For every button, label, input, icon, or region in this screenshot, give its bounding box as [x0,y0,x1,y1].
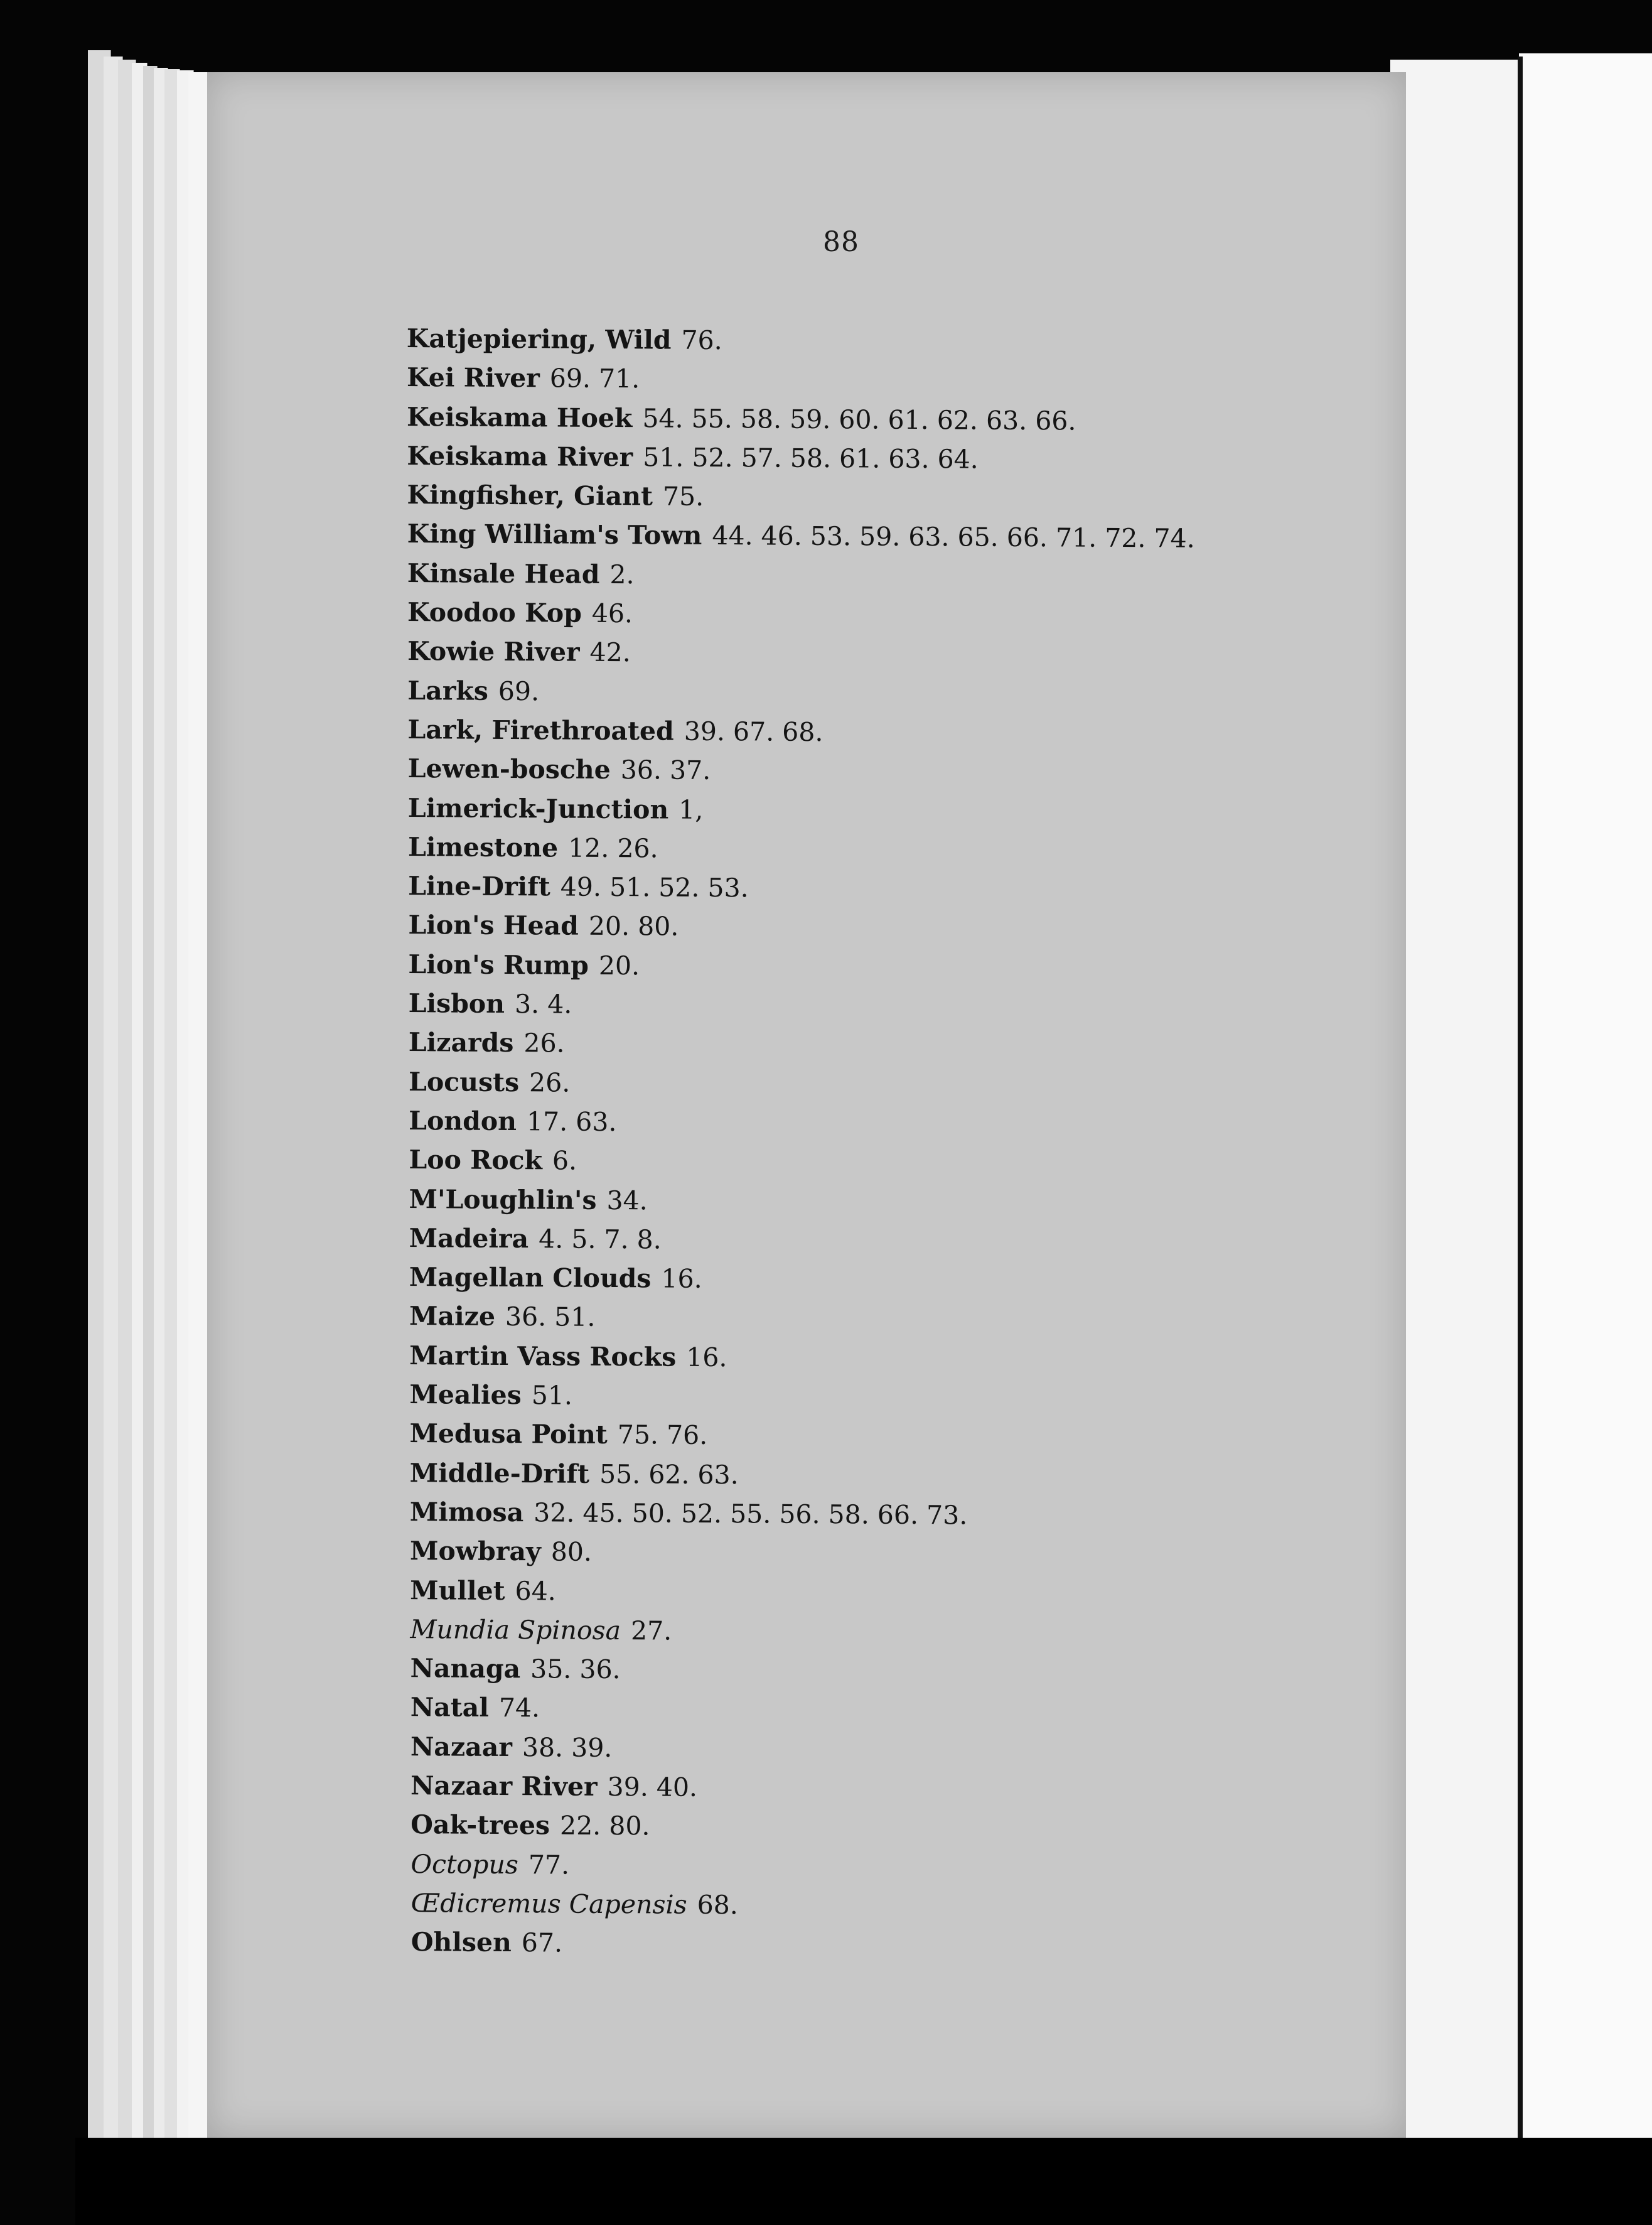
index-entry [397,1845,1339,1889]
index-page-refs: 20. [598,950,640,981]
index-page-refs: 69. [498,676,540,706]
index-term: Mundia Spinosa [410,1614,621,1646]
index-page-refs: 51. [531,1380,573,1411]
index-entry [405,593,1346,637]
index-page-refs: 1, [678,794,704,825]
index-term: Lion's Head [408,910,579,942]
index-term: King William's Town [407,519,702,551]
index-term: Octopus [410,1848,519,1880]
index-page-refs: 17. 63. [526,1106,617,1138]
index-entry [401,1219,1343,1263]
index-entry [404,789,1345,833]
index-page-refs: 22. 80. [559,1810,650,1841]
index-entry [400,1258,1342,1302]
index-page-refs: 20. 80. [588,911,679,942]
index-entry [405,632,1346,676]
index-entry [405,475,1347,520]
index-term: Limerick-Junction [407,792,669,825]
index-page-refs: 36. 51. [505,1301,596,1333]
index-term: Natal [410,1692,490,1723]
index-term: Kei River [406,362,540,394]
index-page-refs: 74. [498,1693,540,1723]
index-entry [398,1727,1339,1772]
index-term: Œdicremus Capensis [410,1887,687,1920]
page-number: 88 [823,226,859,258]
index-term: Nazaar [410,1731,513,1762]
index-page-refs: 3. 4. [514,989,572,1020]
index-page-refs: 76. [681,325,722,356]
index-page-refs: 42. [589,637,631,668]
index-term: Limestone [407,831,559,863]
index-term: Keiskama Hoek [406,401,633,433]
index-term: Mullet [410,1575,505,1606]
index-term: Nanaga [410,1653,521,1684]
index-entry [405,554,1346,598]
index-page-refs: 69. 71. [549,363,640,394]
index-page-refs: 64. [515,1575,556,1606]
index-entry [397,1805,1339,1850]
index-entry [399,1492,1341,1537]
index-term: Middle-Drift [409,1457,590,1489]
index-term: Lizards [408,1027,514,1059]
index-entry [398,1688,1339,1732]
index-term: Kowie River [407,636,580,668]
book-gutter [1518,57,1523,2153]
index-page-refs: 4. 5. 7. 8. [539,1224,662,1255]
index-term: Lion's Rump [408,949,589,981]
index-term: Line-Drift [408,871,550,902]
index-list [397,319,1348,1968]
index-entry [400,1453,1341,1498]
index-entry [400,1414,1341,1458]
index-page-refs: 26. [523,1028,565,1059]
index-page-refs: 27. [630,1615,672,1646]
index-entry [401,1180,1343,1224]
index-entry [404,827,1345,872]
index-page-refs: 16. [661,1263,702,1295]
scan-border [75,2138,1652,2225]
index-entry [404,710,1346,755]
index-page-refs: 32. 45. 50. 52. 55. 56. 58. 66. 73. [534,1497,968,1531]
index-page-refs: 51. 52. 57. 58. 61. 63. 64. [643,442,979,475]
index-term: Mealies [409,1379,522,1411]
index-entry [400,1375,1341,1420]
index-entry [397,1922,1338,1967]
index-term: Magellan Clouds [409,1262,652,1294]
index-term: Lewen-bosche [407,753,611,785]
index-page-refs: 6. [552,1145,577,1176]
index-term: Nazaar River [410,1770,598,1802]
index-page-refs: 39. 67. 68. [684,716,823,748]
index-entry [402,984,1344,1028]
index-entry [400,1296,1342,1341]
index-entry [399,1649,1340,1693]
index-page-refs: 67. [521,1927,563,1958]
index-term: Keiskama River [407,440,633,473]
index-term: London [409,1105,517,1137]
index-page-refs: 26. [528,1067,571,1098]
index-entry [407,319,1348,364]
index-term: Loo Rock [409,1145,543,1176]
index-term: Ohlsen [410,1927,512,1958]
index-entry [400,1336,1342,1381]
index-page-refs: 44. 46. 53. 59. 63. 65. 66. 71. 72. 74. [712,520,1195,554]
index-entry [405,436,1347,481]
index-term: Madeira [409,1222,529,1254]
index-term: Locusts [408,1066,520,1097]
index-page-refs: 46. [591,598,633,629]
index-page-refs: 39. 40. [607,1771,698,1802]
index-entry [405,514,1347,559]
index-entry [406,397,1348,442]
index-page-refs: 54. 55. 58. 59. 60. 61. 62. 63. 66. [642,402,1076,436]
index-entry [402,1101,1343,1146]
index-term: Mowbray [409,1536,541,1567]
index-term: Kingfisher, Giant [407,480,653,512]
index-page-refs: 75. [662,481,704,512]
index-term: Lark, Firethroated [407,714,674,746]
index-entry [399,1570,1340,1615]
index-page-refs: 77. [528,1849,570,1880]
index-page-refs: 12. 26. [568,832,658,864]
index-entry [397,1883,1338,1928]
page-margin [1390,60,1519,2144]
index-term: Medusa Point [409,1418,608,1450]
index-entry [402,1062,1343,1107]
index-page-refs: 38. 39. [522,1732,613,1763]
index-term: Koodoo Kop [407,597,582,628]
index-entry [402,1140,1343,1185]
index-page-refs: 2. [609,559,635,590]
index-entry [398,1766,1339,1811]
index-term: Kinsale Head [407,558,600,590]
index-page-refs: 80. [550,1536,593,1568]
index-term: Katjepiering, Wild [406,323,672,355]
index-entry [404,671,1346,716]
index-term: Maize [409,1301,496,1332]
index-term: Larks [407,675,489,706]
index-term: M'Loughlin's [409,1183,597,1215]
index-term: Lisbon [408,988,505,1020]
index-page-refs: 68. [697,1889,739,1921]
index-page-refs: 35. 36. [530,1654,621,1685]
facing-page [1519,53,1652,2153]
index-entry [402,1023,1344,1067]
index-page-refs: 34. [606,1185,648,1215]
index-term: Mimosa [409,1496,524,1528]
index-term: Martin Vass Rocks [409,1340,677,1372]
index-entry [403,945,1344,989]
index-entry [404,749,1345,794]
index-term: Oak-trees [410,1809,550,1841]
index-entry [403,905,1344,950]
index-page-refs: 49. 51. 52. 53. [560,871,749,903]
index-page-refs: 75. 76. [617,1420,708,1451]
index-entry [406,358,1348,402]
index-entry [399,1531,1341,1576]
index-page-refs: 55. 62. 63. [599,1458,739,1490]
index-entry [403,866,1344,911]
index-page-refs: 36. 37. [620,755,711,786]
index-page-refs: 16. [686,1342,727,1372]
index-entry [399,1610,1340,1654]
